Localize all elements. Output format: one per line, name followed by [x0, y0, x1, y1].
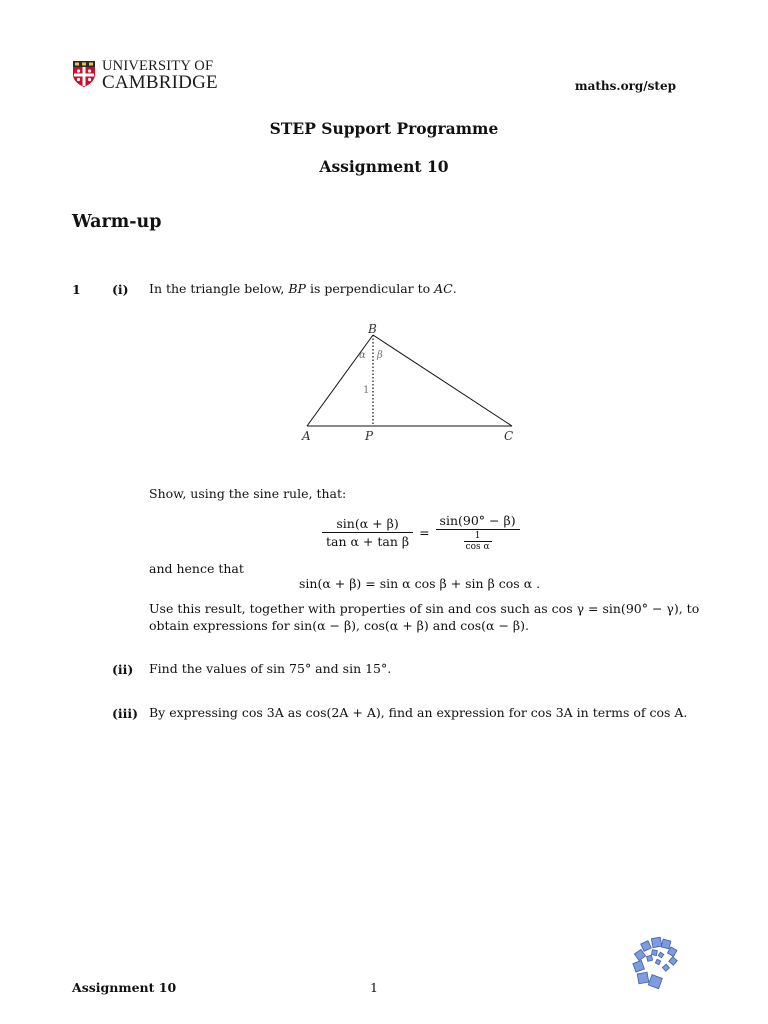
site-url: maths.org/step [574, 79, 676, 93]
triangle-diagram [290, 318, 530, 448]
part-iii-text: By expressing cos 3A as cos(2A + A), find an expression for cos 3A in terms of cos A. [149, 705, 688, 720]
eq1-right-fraction [436, 513, 520, 552]
intro-bp: BP [288, 281, 306, 296]
university-shield-icon [72, 60, 96, 88]
eq1-inner-denominator: cos α [465, 542, 490, 552]
eq1-inner-fraction [464, 531, 492, 552]
part-ii-label: (ii) [112, 662, 134, 677]
use-result-line-1: Use this result, together with properties of sin and cos such as cos γ = sin(90° − γ), to [149, 601, 700, 616]
label-height: 1 [363, 385, 370, 396]
label-alpha: α [359, 350, 366, 361]
equation-1 [322, 513, 520, 552]
page-title: STEP Support Programme [269, 119, 499, 138]
eq1-left-fraction [322, 516, 413, 549]
footer-page-number: 1 [370, 980, 378, 995]
logo-line-2: CAMBRIDGE [102, 72, 218, 93]
eq1-equals: = [419, 525, 430, 540]
intro-ac: AC [434, 281, 453, 296]
label-beta: β [377, 350, 383, 361]
equation-2: sin(α + β) = sin α cos β + sin β cos α . [299, 576, 541, 591]
label-a: A [302, 429, 311, 443]
eq1-right-denominator [436, 530, 520, 552]
use-result-line-2: obtain expressions for sin(α − β), cos(α + β) and cos(α − β). [149, 618, 529, 633]
part-ii-text: Find the values of sin 75° and sin 15°. [149, 661, 392, 676]
label-c: C [504, 429, 514, 443]
eq1-inner-numerator: 1 [464, 531, 492, 542]
hence-text: and hence that [149, 561, 244, 576]
eq1-right-numerator: sin(90° − β) [436, 513, 520, 530]
side-bc [373, 335, 512, 426]
eq1-left-denominator: tan α + tan β [326, 534, 410, 549]
part-iii-label: (iii) [112, 706, 139, 721]
section-heading: Warm-up [72, 212, 162, 232]
label-p: P [365, 429, 374, 443]
step-spiral-logo-icon [628, 932, 688, 994]
logo-line-1: UNIVERSITY OF [102, 58, 214, 74]
label-b: B [368, 322, 377, 336]
intro-text-a: In the triangle below, [149, 281, 289, 296]
intro-text-b: is perpendicular to [305, 281, 435, 296]
university-logo [72, 58, 232, 94]
intro-text-end: . [452, 281, 457, 296]
footer-assignment: Assignment 10 [72, 980, 177, 995]
eq1-left-numerator: sin(α + β) [322, 516, 413, 533]
part-i-intro [149, 280, 457, 298]
question-number: 1 [72, 282, 81, 297]
assignment-subtitle: Assignment 10 [319, 157, 449, 176]
part-i-label: (i) [112, 282, 129, 297]
show-instruction: Show, using the sine rule, that: [149, 486, 347, 501]
side-ab [307, 335, 373, 426]
